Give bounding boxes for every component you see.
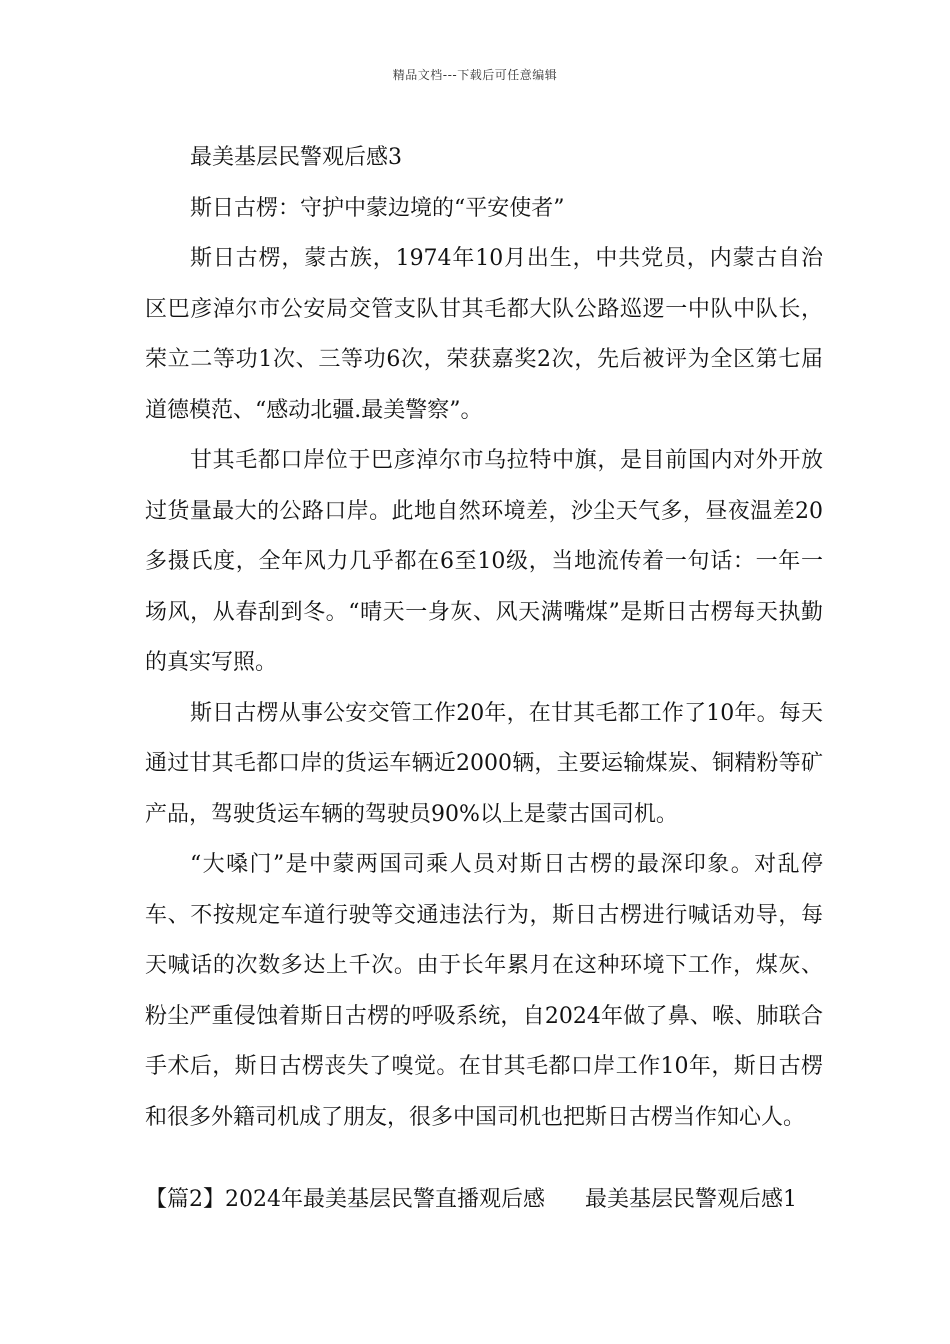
footer-link-article-1[interactable]: 最美基层民警观后感1 (585, 1187, 797, 1212)
document-body (145, 133, 823, 1143)
document-subtitle: 斯日古楞：守护中蒙边境的“平安使者” (190, 195, 565, 221)
paragraph-1: 斯日古楞，蒙古族，1974年10月出生，中共党员，内蒙古自治区巴彦淖尔市公安局交管支队甘其毛都大队公路巡逻一中队中队长，荣立二等功1次、三等功6次，荣获嘉奖2次，先后被评为全区第七届道德模范、“感动北疆.最美警察”。 (145, 246, 823, 423)
page-header-note: 精品文档---下载后可任意编辑 (392, 68, 558, 82)
footer-links (145, 1175, 797, 1225)
paragraph-4: “大嗓门”是中蒙两国司乘人员对斯日古楞的最深印象。对乱停车、不按规定车道行驶等交通违法行为，斯日古楞进行喊话劝导，每天喊话的次数多达上千次。由于长年累月在这种环境下工作，煤灰、粉尘严重侵蚀着斯日古楞的呼吸系统，自2024年做了鼻、喉、肺联合手术后，斯日古楞丧失了嗅觉。在甘其毛都口岸工作10年，斯日古楞和很多外籍司机成了朋友，很多中国司机也把斯日古楞当作知心人。 (145, 852, 823, 1130)
footer-link-article-2[interactable]: 【篇2】2024年最美基层民警直播观后感 (145, 1187, 545, 1212)
paragraph-3: 斯日古楞从事公安交管工作20年，在甘其毛都工作了10年。每天通过甘其毛都口岸的货运车辆近2000辆，主要运输煤炭、铜精粉等矿产品，驾驶货运车辆的驾驶员90%以上是蒙古国司机。 (145, 700, 823, 827)
paragraph-2: 甘其毛都口岸位于巴彦淖尔市乌拉特中旗，是目前国内对外开放过货量最大的公路口岸。此地自然环境差，沙尘天气多，昼夜温差20多摄氏度，全年风力几乎都在6至10级，当地流传着一句话：一年一场风，从春刮到冬。“晴天一身灰、风天满嘴煤”是斯日古楞每天执勤的真实写照。 (145, 448, 823, 675)
document-title: 最美基层民警观后感3 (190, 145, 402, 170)
